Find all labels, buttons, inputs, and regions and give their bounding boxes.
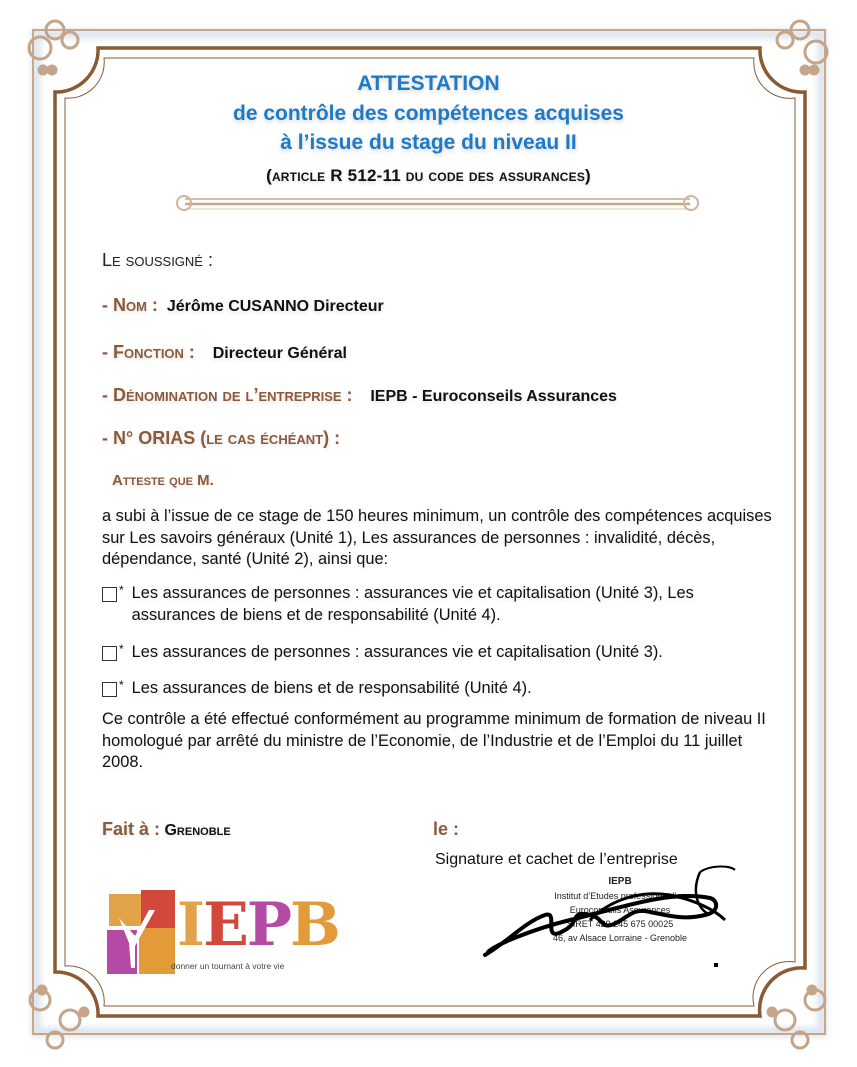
logo-tagline: donner un tournant à votre vie — [171, 961, 285, 971]
checkbox[interactable] — [102, 587, 117, 602]
document-subtitle-line-2: à l’issue du stage du niveau II — [280, 131, 577, 154]
stamp-line-1: Institut d’Etudes professionnelles — [554, 891, 686, 901]
soussigne-label: Le soussigné : — [102, 250, 213, 270]
orias-field — [102, 428, 340, 449]
signature-label: Signature et cachet de l’entreprise — [435, 851, 678, 868]
option-text: Les assurances de personnes : assurances vie et capitalisation (Unité 3). — [131, 643, 663, 661]
atteste-label: Atteste que M. — [112, 472, 214, 489]
date-label: le : — [433, 819, 460, 839]
nom-field — [102, 295, 384, 316]
asterisk-marker: * — [119, 642, 124, 656]
orias-label: - N° ORIAS (le cas échéant) : — [102, 428, 341, 448]
stamp-line-4: 46, av Alsace Lorraine - Grenoble — [552, 933, 688, 943]
fait-a-field — [102, 819, 231, 840]
corner-ornament-bottom-right — [768, 986, 825, 1048]
stamp-company-name: IEPB — [608, 876, 632, 887]
stamp-line-3: SIRET 429 245 675 00025 — [566, 919, 674, 929]
fonction-value: Directeur Général — [212, 345, 347, 362]
document-subtitle-line-1: de contrôle des compétences acquises — [233, 102, 624, 125]
option-text: Les assurances de biens et de responsabilité (Unité 4). — [131, 679, 532, 697]
logo-mosaic-icon — [105, 888, 180, 978]
denomination-label: - Dénomination de l’entreprise : — [102, 385, 353, 405]
conformity-paragraph: Ce contrôle a été effectué conformément au programme minimum de formation de niveau II homologué par arrêté du ministre de l’Economie, de l’Industrie et de l’Emploi du 11 juillet 2008. — [102, 710, 766, 771]
unit-option-3 — [102, 642, 782, 664]
nom-label: - Nom : — [102, 295, 158, 315]
handwritten-signature — [470, 860, 740, 970]
document-title: ATTESTATION — [357, 72, 500, 95]
logo-letters: IEPB — [177, 890, 339, 960]
denomination-field — [102, 385, 617, 406]
checkbox[interactable] — [102, 682, 117, 697]
unit-option-3-and-4 — [102, 583, 782, 626]
stamp-line-2: Euroconseils Assurances — [569, 905, 671, 915]
iepb-logo — [105, 888, 339, 978]
asterisk-marker: * — [119, 583, 124, 597]
denomination-value: IEPB - Euroconseils Assurances — [370, 388, 617, 405]
unit-option-4 — [102, 678, 782, 700]
fonction-label: - Fonction : — [102, 342, 195, 362]
article-reference: (article R 512-11 du code des assurances) — [266, 166, 591, 185]
asterisk-marker: * — [119, 678, 124, 692]
fonction-field — [102, 342, 347, 363]
fait-a-city: Grenoble — [164, 822, 231, 839]
checkbox[interactable] — [102, 646, 117, 661]
competence-paragraph: a subi à l’issue de ce stage de 150 heures minimum, un contrôle des compétences acquises sur Les savoirs généraux (Unité 1), Les assurances de personnes : invalidité, décès, dépendance, santé (Unité 2), ainsi que: — [102, 507, 772, 568]
nom-value: Jérôme CUSANNO Directeur — [166, 298, 384, 315]
fait-a-label: Fait à : — [102, 819, 161, 839]
option-text: Les assurances de personnes : assurances vie et capitalisation (Unité 3), Les assurances de biens et de responsabilité (Unité 4). — [131, 584, 694, 624]
title-divider — [177, 196, 698, 210]
